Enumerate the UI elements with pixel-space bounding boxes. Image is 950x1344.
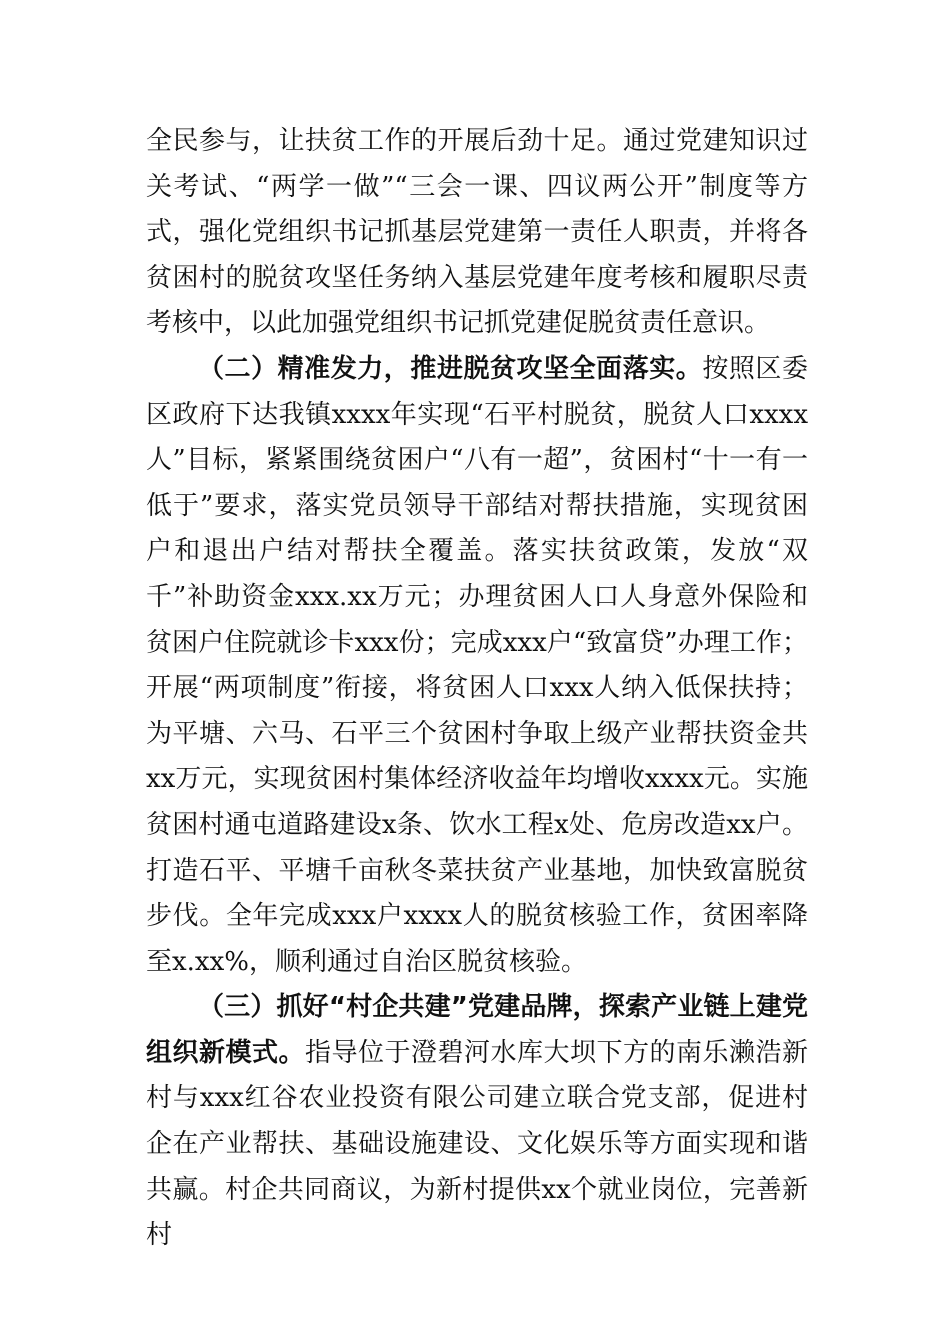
section-2-heading: （二）精准发力，推进脱贫攻坚全面落实。	[198, 353, 703, 384]
section-2-text: 按照区委区政府下达我镇xxxx年实现“石平村脱贫，脱贫人口xxxx人”目标，紧紧围绕贫困户“八有一超”，贫困村“十一有一低于”要求，落实党员领导干部结对帮扶措施，实现贫困户和退出户结对帮扶全覆盖。落实扶贫政策，发放“双千”补助资金xxx.xx万元；办理贫困人口人身意外保险和贫困户住院就诊卡xxx份；完成xxx户“致富贷”办理工作；开展“两项制度”衔接，将贫困人口xxx人纳入低保扶持；为平塘、六马、石平三个贫困村争取上级产业帮扶资金共xx万元，实现贫困村集体经济收益年均增收xxxx元。实施贫困村通屯道路建设x条、饮水工程x处、危房改造xx户。打造石平、平塘千亩秋冬菜扶贫产业基地，加快致富脱贫步伐。全年完成xxx户xxxx人的脱贫核验工作，贫困率降至x.xx%，顺利通过自治区脱贫核验。	[146, 353, 808, 977]
paragraph-1-text: 全民参与，让扶贫工作的开展后劲十足。通过党建知识过关考试、“两学一做”“三会一课、四议两公开”制度等方式，强化党组织书记抓基层党建第一责任人职责，并将各贫困村的脱贫攻坚任务纳入基层党建年度考核和履职尽责考核中，以此加强党组织书记抓党建促脱贫责任意识。	[146, 126, 808, 339]
paragraph-section-2	[146, 347, 808, 985]
section-3-heading: （三）抓好“村企共建”党建品牌，探索产业链上建党组织新模式。	[146, 992, 808, 1068]
paragraph-section-3	[146, 985, 808, 1259]
paragraph-continuation	[146, 119, 808, 347]
section-3-text: 指导位于澄碧河水库大坝下方的南乐濑浩新村与xxx红谷农业投资有限公司建立联合党支部，促进村企在产业帮扶、基础设施建设、文化娱乐等方面实现和谐共赢。村企共同商议，为新村提供xx个就业岗位，完善新村	[146, 1037, 808, 1251]
document-body	[146, 119, 808, 1259]
